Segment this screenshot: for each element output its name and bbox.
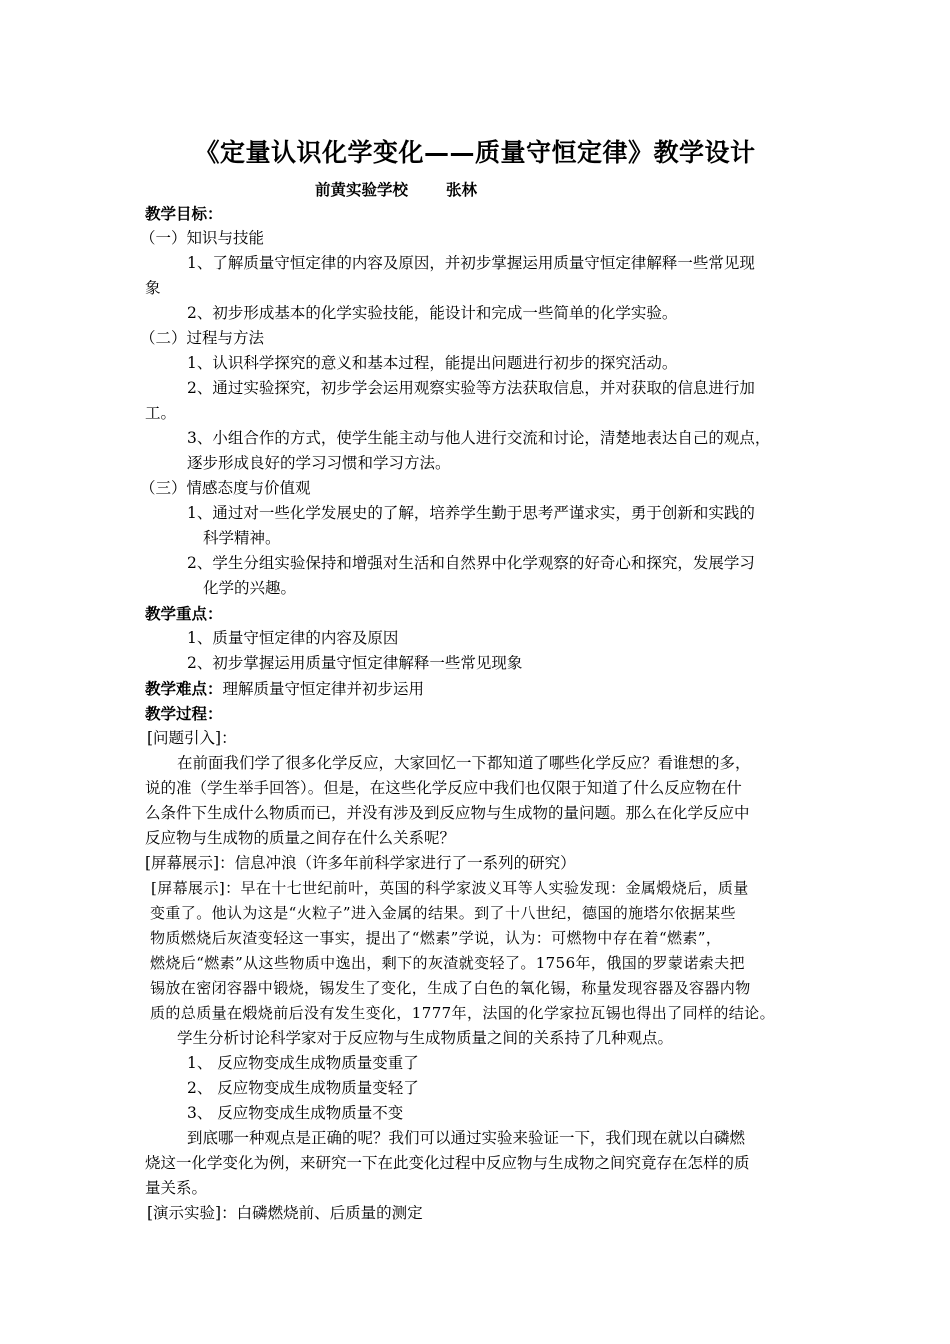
procedure-heading: 教学过程： bbox=[145, 704, 223, 723]
key-point-2: 2、初步掌握运用质量守恒定律解释一些常见现象 bbox=[187, 654, 523, 672]
screen-display-2-line-3: 物质燃烧后灰渣变轻这一事实，提出了“燃素”学说，认为：可燃物中存在着“燃素”， bbox=[150, 929, 722, 947]
document-title: 《定量认识化学变化——质量守恒定律》教学设计 bbox=[194, 138, 756, 167]
demo-experiment: [演示实验]：白磷燃烧前、后质量的测定 bbox=[147, 1204, 423, 1222]
view-3: 3、 反应物变成生成物质量不变 bbox=[187, 1104, 404, 1122]
discussion-line: 学生分析讨论科学家对于反应物与生成物质量之间的关系持了几种观点。 bbox=[177, 1029, 674, 1047]
intro-tag: [问题引入]： bbox=[147, 729, 237, 747]
process-heading: （二）过程与方法 bbox=[140, 329, 265, 347]
process-item-2-line-2: 工。 bbox=[145, 404, 177, 422]
verify-line-1: 到底哪一种观点是正确的呢？我们可以通过实验来验证一下，我们现在就以白磷燃 bbox=[187, 1129, 746, 1147]
verify-line-2: 烧这一化学变化为例，来研究一下在此变化过程中反应物与生成物之间究竟存在怎样的质 bbox=[145, 1154, 750, 1172]
intro-line-3: 么条件下生成什么物质而已，并没有涉及到反应物与生成物的量问题。那么在化学反应中 bbox=[145, 804, 750, 822]
process-item-3-line-1: 3、小组合作的方式，使学生能主动与他人进行交流和讨论，清楚地表达自己的观点， bbox=[187, 429, 771, 447]
screen-display-2-line-5: 锡放在密闭容器中锻烧，锡发生了变化，生成了白色的氧化锡，称量发现容器及容器内物 bbox=[150, 979, 751, 997]
intro-line-2: 说的准（学生举手回答）。但是，在这些化学反应中我们也仅限于知道了什么反应物在什 bbox=[145, 779, 742, 797]
difficulty-line bbox=[145, 676, 424, 702]
attitude-item-2-line-2: 化学的兴趣。 bbox=[203, 579, 297, 597]
screen-display-2-line-2: 变重了。他认为这是“火粒子”进入金属的结果。到了十八世纪，德国的施塔尔依据某些 bbox=[150, 904, 736, 922]
objectives-heading: 教学目标： bbox=[145, 204, 223, 223]
key-points-heading: 教学重点： bbox=[145, 604, 223, 623]
screen-display-1: [屏幕展示]：信息冲浪（许多年前科学家进行了一系列的研究） bbox=[145, 854, 576, 872]
knowledge-item-1-line-1: 1、了解质量守恒定律的内容及原因，并初步掌握运用质量守恒定律解释一些常见现 bbox=[187, 254, 755, 272]
view-1: 1、 反应物变成生成物质量变重了 bbox=[187, 1054, 419, 1072]
knowledge-heading: （一）知识与技能 bbox=[140, 229, 265, 247]
attitude-item-2-line-1: 2、学生分组实验保持和增强对生活和自然界中化学观察的好奇心和探究，发展学习 bbox=[187, 554, 755, 572]
intro-line-1: 在前面我们学了很多化学反应，大家回忆一下都知道了哪些化学反应？看谁想的多， bbox=[177, 754, 751, 772]
view-2: 2、 反应物变成生成物质量变轻了 bbox=[187, 1079, 419, 1097]
screen-display-2-line-1: [屏幕展示]：早在十七世纪前叶，英国的科学家波义耳等人实验发现：金属煅烧后，质量 bbox=[151, 879, 749, 897]
author-school: 前黄实验学校 bbox=[315, 180, 409, 199]
screen-display-2-line-6: 质的总质量在煅烧前后没有发生变化，1777年，法国的化学家拉瓦锡也得出了同样的结论。 bbox=[150, 1004, 775, 1022]
verify-line-3: 量关系。 bbox=[145, 1179, 208, 1197]
screen-display-2-line-4: 燃烧后“燃素”从这些物质中逸出，剩下的灰渣就变轻了。1756年，俄国的罗蒙诺索夫把 bbox=[150, 954, 745, 972]
process-item-2-line-1: 2、通过实验探究，初步学会运用观察实验等方法获取信息，并对获取的信息进行加 bbox=[187, 379, 755, 397]
knowledge-item-2: 2、初步形成基本的化学实验技能，能设计和完成一些简单的化学实验。 bbox=[187, 304, 678, 322]
knowledge-item-1-line-2: 象 bbox=[145, 279, 161, 297]
key-point-1: 1、质量守恒定律的内容及原因 bbox=[187, 629, 399, 647]
process-item-3-line-2: 逐步形成良好的学习习惯和学习方法。 bbox=[187, 454, 451, 472]
difficulty-heading: 教学难点： bbox=[145, 679, 223, 698]
attitude-item-1-line-1: 1、通过对一些化学发展史的了解，培养学生勤于思考严谨求实，勇于创新和实践的 bbox=[187, 504, 755, 522]
difficulty-text: 理解质量守恒定律并初步运用 bbox=[222, 680, 425, 698]
author-line bbox=[315, 178, 477, 200]
author-name: 张林 bbox=[446, 180, 478, 199]
attitude-heading: （三）情感态度与价值观 bbox=[140, 479, 311, 497]
intro-line-4: 反应物与生成物的质量之间存在什么关系呢？ bbox=[145, 829, 456, 847]
process-item-1: 1、认识科学探究的意义和基本过程，能提出问题进行初步的探究活动。 bbox=[187, 354, 678, 372]
attitude-item-1-line-2: 科学精神。 bbox=[203, 529, 281, 547]
